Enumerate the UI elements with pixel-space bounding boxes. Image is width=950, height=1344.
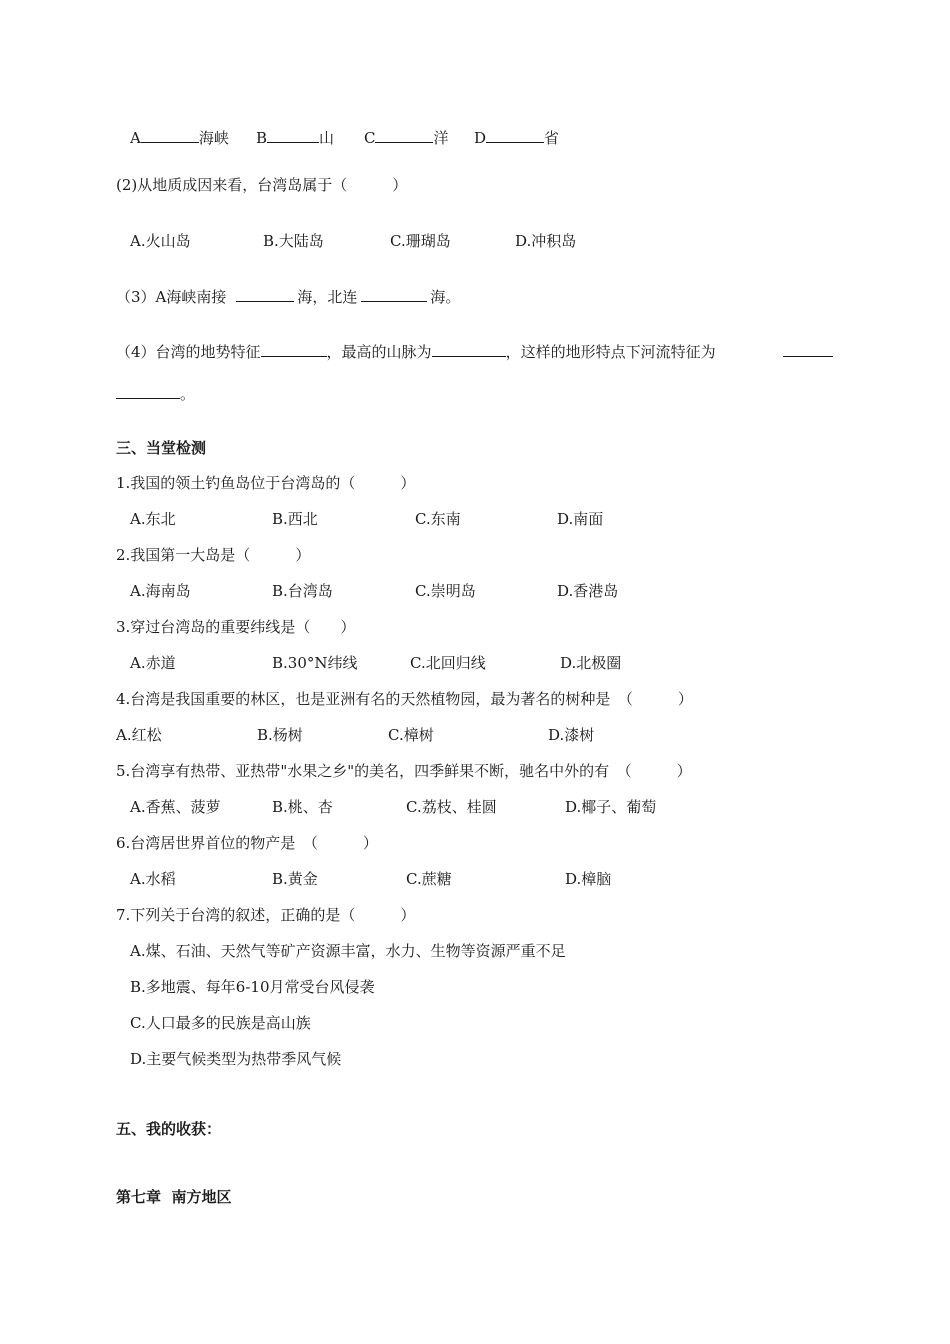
question-1-option-b[interactable]: B.西北 (272, 510, 318, 528)
option-c-prefix: C (364, 129, 376, 147)
section3-heading: 三、当堂检测 (116, 439, 207, 457)
q4-blank-river-end[interactable] (783, 342, 833, 357)
q4-part2: ，最高的山脉为 (326, 343, 432, 361)
question-5-option-a[interactable]: A.香蕉、菠萝 (130, 798, 221, 816)
question-1-stem: 1.我国的领土钓鱼岛位于台湾岛的（ ） (116, 474, 416, 492)
question-5-stem: 5.台湾享有热带、亚热带"水果之乡"的美名，四季鲜果不断，驰名中外的有 （ ） (116, 762, 692, 780)
option-b-prefix: B (256, 129, 268, 147)
question-4-option-b[interactable]: B.杨树 (257, 726, 303, 744)
option-c-suffix: 洋 (433, 129, 449, 147)
q4-part1: （4）台湾的地势特征 (116, 343, 261, 361)
option-d-prefix: D (474, 129, 487, 147)
fill-option-b (256, 128, 334, 148)
question-2-option-c[interactable]: C.崇明岛 (415, 582, 476, 600)
q2-option-b[interactable]: B.大陆岛 (263, 232, 324, 250)
fill-option-d (474, 128, 559, 148)
question-4-stem: 4.台湾是我国重要的林区，也是亚洲有名的天然植物园，最为著名的树种是 （ ） (116, 690, 693, 708)
q3-part3: 海。 (430, 288, 461, 306)
question-6-option-d[interactable]: D.樟脑 (565, 870, 612, 888)
q3-blank-south[interactable] (236, 287, 294, 302)
question-4-option-a[interactable]: A.红松 (116, 726, 162, 744)
q4-blank-river[interactable] (116, 384, 180, 399)
option-b-suffix: 山 (319, 129, 335, 147)
question-7-option-d[interactable]: D.主要气候类型为热带季风气候 (130, 1050, 342, 1068)
question-7-option-b[interactable]: B.多地震、每年6-10月常受台风侵袭 (130, 978, 375, 996)
section5-heading: 五、我的收获： (116, 1120, 222, 1138)
chapter-heading: 第七章 南方地区 (116, 1188, 232, 1206)
q3-part2: 海，北连 (297, 288, 358, 306)
fill-option-c (364, 128, 449, 148)
q2-option-d[interactable]: D.冲积岛 (515, 232, 577, 250)
question-3-option-b[interactable]: B.30°N纬线 (272, 654, 358, 672)
question-5-option-d[interactable]: D.椰子、葡萄 (565, 798, 657, 816)
q4-line-2 (116, 384, 195, 404)
question-2-option-a[interactable]: A.海南岛 (130, 582, 191, 600)
q2-option-a[interactable]: A.火山岛 (130, 232, 191, 250)
blank-a[interactable] (141, 128, 199, 143)
blank-b[interactable] (267, 128, 319, 143)
q2-stem: (2)从地质成因来看，台湾岛属于（ ） (116, 176, 408, 194)
q4-part4: 。 (180, 385, 196, 403)
option-a-suffix: 海峡 (198, 129, 229, 147)
question-7-option-a[interactable]: A.煤、石油、天然气等矿产资源丰富，水力、生物等资源严重不足 (130, 942, 566, 960)
blank-d[interactable] (486, 128, 544, 143)
q4-part3: ，这样的地形特点下河流特征为 (505, 343, 716, 361)
option-a-prefix: A (130, 129, 141, 147)
q4-line (116, 342, 716, 362)
question-7-stem: 7.下列关于台湾的叙述，正确的是（ ） (116, 906, 416, 924)
q2-option-c[interactable]: C.珊瑚岛 (390, 232, 451, 250)
question-4-option-c[interactable]: C.樟树 (388, 726, 434, 744)
question-6-option-a[interactable]: A.水稻 (130, 870, 176, 888)
question-1-option-a[interactable]: A.东北 (130, 510, 176, 528)
question-1-option-c[interactable]: C.东南 (415, 510, 461, 528)
q3-part1: （3）A海峡南接 (116, 288, 227, 306)
q3-blank-north[interactable] (361, 287, 427, 302)
question-2-option-d[interactable]: D.香港岛 (557, 582, 619, 600)
question-2-option-b[interactable]: B.台湾岛 (272, 582, 333, 600)
question-2-stem: 2.我国第一大岛是（ ） (116, 546, 311, 564)
question-5-option-b[interactable]: B.桃、杏 (272, 798, 333, 816)
question-1-option-d[interactable]: D.南面 (557, 510, 604, 528)
question-3-option-d[interactable]: D.北极圈 (560, 654, 622, 672)
question-6-option-b[interactable]: B.黄金 (272, 870, 318, 888)
fill-options-row (130, 128, 229, 148)
option-d-suffix: 省 (544, 129, 560, 147)
question-6-option-c[interactable]: C.蔗糖 (406, 870, 452, 888)
q4-blank-terrain[interactable] (261, 342, 327, 357)
question-3-stem: 3.穿过台湾岛的重要纬线是（ ） (116, 618, 356, 636)
q3-line (116, 287, 460, 307)
question-3-option-a[interactable]: A.赤道 (130, 654, 176, 672)
question-7-option-c[interactable]: C.人口最多的民族是高山族 (130, 1014, 311, 1032)
question-5-option-c[interactable]: C.荔枝、桂圆 (406, 798, 497, 816)
blank-c[interactable] (375, 128, 433, 143)
question-4-option-d[interactable]: D.漆树 (548, 726, 595, 744)
q4-blank-mountain[interactable] (432, 342, 506, 357)
question-6-stem: 6.台湾居世界首位的物产是 （ ） (116, 834, 378, 852)
question-3-option-c[interactable]: C.北回归线 (410, 654, 486, 672)
